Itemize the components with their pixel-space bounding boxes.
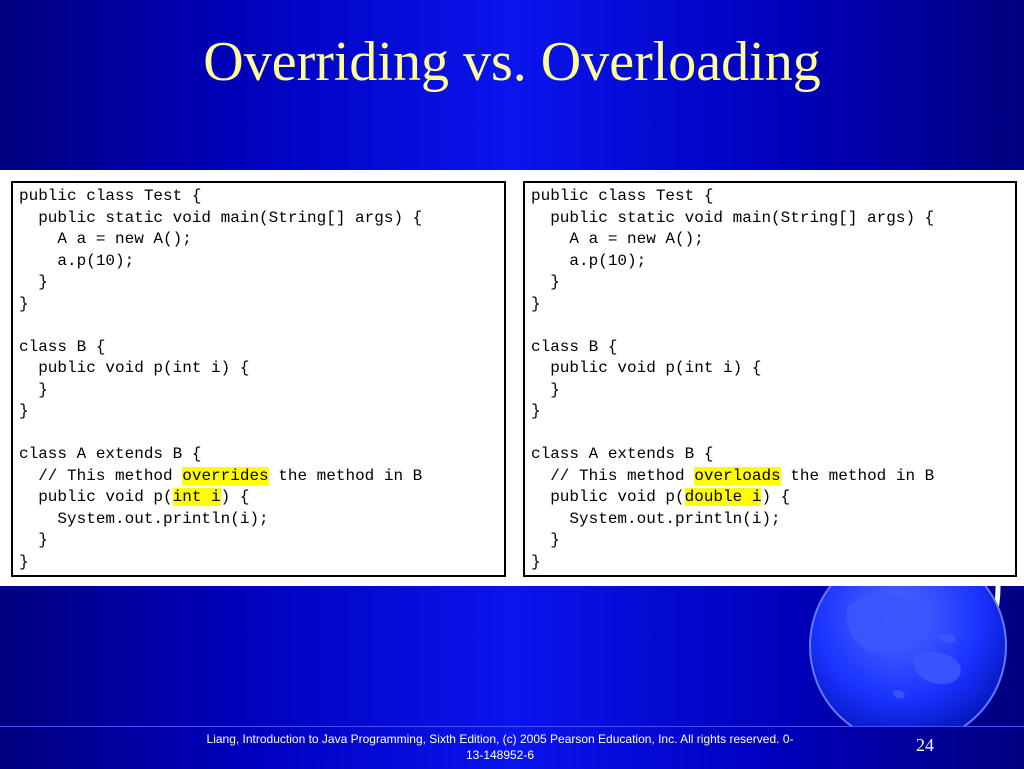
slide-title: Overriding vs. Overloading	[203, 31, 821, 93]
code-block-right	[525, 183, 1015, 573]
title-band	[0, 0, 1024, 170]
highlighted-code-text: overrides	[182, 466, 269, 485]
highlighted-code-text: overloads	[694, 466, 781, 485]
code-line	[19, 208, 504, 230]
code-text: }	[531, 552, 541, 571]
code-line	[19, 466, 504, 488]
code-line	[19, 487, 504, 509]
code-text: }	[19, 380, 48, 399]
code-line	[19, 337, 504, 359]
code-line	[531, 509, 1015, 531]
code-line	[531, 423, 1015, 445]
code-text: class A extends B {	[19, 445, 202, 463]
code-line	[19, 272, 504, 294]
code-line	[19, 251, 504, 273]
code-line	[531, 229, 1015, 251]
code-text: public void p(	[531, 488, 685, 506]
code-line	[531, 315, 1015, 337]
footer	[0, 726, 1024, 769]
globe-icon	[788, 586, 1024, 726]
code-panel-overloading	[523, 181, 1017, 577]
code-line	[19, 358, 504, 380]
code-line	[531, 401, 1015, 423]
code-text: public class Test {	[531, 187, 714, 205]
code-line	[531, 487, 1015, 509]
code-text: }	[19, 402, 29, 420]
code-line	[19, 444, 504, 466]
code-text: }	[531, 402, 541, 420]
code-text: class A extends B {	[531, 445, 714, 463]
code-text: ) {	[761, 488, 791, 506]
code-text: public static void main(String[] args) {	[19, 208, 423, 227]
code-text: public void p(int i) {	[19, 359, 250, 377]
highlighted-code-text: int i	[172, 488, 221, 506]
code-line	[19, 315, 504, 337]
code-line	[19, 423, 504, 445]
code-text: }	[19, 273, 48, 291]
code-line	[19, 380, 504, 402]
code-text: class B {	[531, 337, 618, 356]
code-line	[531, 186, 1015, 208]
code-text: System.out.println(i);	[531, 509, 781, 528]
code-text: A a = new A();	[531, 230, 704, 248]
code-line	[19, 509, 504, 531]
code-line	[531, 337, 1015, 359]
code-line	[531, 272, 1015, 294]
code-text: the method in B	[268, 466, 423, 485]
code-line	[19, 530, 504, 552]
code-text: }	[19, 294, 29, 313]
code-line	[19, 229, 504, 251]
code-line	[531, 530, 1015, 552]
code-text: }	[19, 552, 29, 571]
code-text: }	[531, 531, 560, 549]
code-text: public class Test {	[19, 187, 202, 205]
code-text: class B {	[19, 337, 106, 356]
code-text: a.p(10);	[531, 251, 647, 270]
code-text: System.out.println(i);	[19, 509, 269, 528]
code-line	[531, 294, 1015, 316]
code-line	[531, 466, 1015, 488]
code-text: // This method	[19, 466, 183, 485]
code-panel-overriding	[11, 181, 506, 577]
code-text: the method in B	[780, 466, 935, 485]
code-text: }	[19, 531, 48, 549]
code-block-left	[13, 183, 504, 573]
page-number: 24	[916, 735, 934, 755]
code-line	[531, 552, 1015, 574]
code-text: A a = new A();	[19, 230, 192, 248]
code-text: a.p(10);	[19, 251, 135, 270]
code-text: }	[531, 294, 541, 313]
code-line	[531, 208, 1015, 230]
code-line	[19, 552, 504, 574]
code-text: public void p(	[19, 488, 173, 506]
copyright-text: Liang, Introduction to Java Programming, Sixth Edition, (c) 2005 Pearson Education, Inc. All rights reserved. 0-13-148952-6	[206, 732, 794, 762]
code-line	[531, 444, 1015, 466]
code-text: }	[531, 273, 560, 291]
code-text: ) {	[220, 488, 250, 506]
code-text: // This method	[531, 466, 695, 485]
code-text: public static void main(String[] args) {	[531, 208, 935, 227]
code-line	[531, 358, 1015, 380]
code-line	[19, 294, 504, 316]
code-text: public void p(int i) {	[531, 359, 762, 377]
code-line	[19, 186, 504, 208]
code-line	[531, 251, 1015, 273]
highlighted-code-text: double i	[684, 488, 762, 506]
content-area	[0, 170, 1024, 586]
code-line	[19, 401, 504, 423]
code-text: }	[531, 380, 560, 399]
code-line	[531, 380, 1015, 402]
